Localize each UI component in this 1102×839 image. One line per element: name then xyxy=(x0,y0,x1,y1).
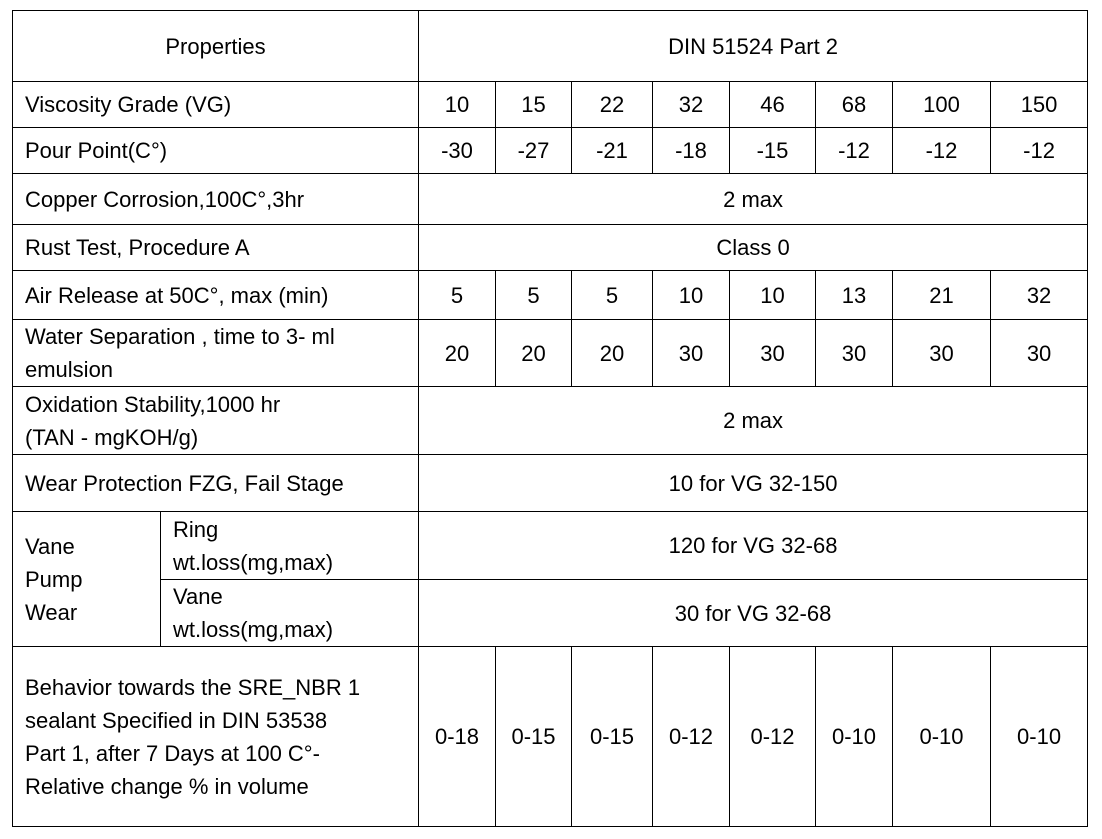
value-cell: -12 xyxy=(991,128,1088,174)
table-row-water-separation xyxy=(13,320,1088,387)
value-cell: 30 xyxy=(653,320,730,387)
value-cell: 0-10 xyxy=(893,647,991,827)
table-row-pour-point xyxy=(13,128,1088,174)
row-label-line: wt.loss(mg,max) xyxy=(173,549,334,575)
row-sublabel xyxy=(161,580,419,647)
value-cell: 30 xyxy=(730,320,816,387)
row-label-line: Water Separation , time to 3- ml xyxy=(25,324,335,349)
value-cell: 5 xyxy=(572,271,653,320)
merged-value-cell: 10 for VG 32-150 xyxy=(419,455,1088,512)
value-cell: 13 xyxy=(816,271,893,320)
row-label: Air Release at 50C°, max (min) xyxy=(13,271,419,320)
value-cell: 5 xyxy=(496,271,572,320)
row-label-line: Vane xyxy=(25,533,75,559)
value-cell: 20 xyxy=(572,320,653,387)
value-cell: -12 xyxy=(816,128,893,174)
value-cell: 30 xyxy=(893,320,991,387)
row-label-line: emulsion xyxy=(25,357,114,382)
row-label: Copper Corrosion,100C°,3hr xyxy=(13,174,419,225)
table-row-vane-pump-ring xyxy=(13,512,1088,580)
value-cell: 0-10 xyxy=(991,647,1088,827)
value-cell: -18 xyxy=(653,128,730,174)
value-cell: 5 xyxy=(419,271,496,320)
row-label-line: Behavior towards the SRE_NBR 1 xyxy=(25,674,361,700)
value-cell: -27 xyxy=(496,128,572,174)
properties-table xyxy=(12,10,1088,827)
row-label-line: Part 1, after 7 Days at 100 C°- xyxy=(25,740,320,766)
value-cell: -15 xyxy=(730,128,816,174)
row-label-line: Oxidation Stability,1000 hr xyxy=(25,391,281,417)
table-row-rust-test xyxy=(13,225,1088,271)
row-sublabel xyxy=(161,512,419,580)
value-cell: 20 xyxy=(419,320,496,387)
row-label-line: wt.loss(mg,max) xyxy=(173,617,334,642)
row-label-line: Wear xyxy=(25,599,78,625)
merged-value-cell: 30 for VG 32-68 xyxy=(419,580,1088,647)
value-cell: 0-15 xyxy=(496,647,572,827)
table-row-behavior-sealant xyxy=(13,647,1088,827)
value-cell: -21 xyxy=(572,128,653,174)
value-cell: 10 xyxy=(419,82,496,128)
row-label xyxy=(13,320,419,387)
value-cell: 21 xyxy=(893,271,991,320)
value-cell: 30 xyxy=(816,320,893,387)
row-label xyxy=(13,647,419,827)
row-label-line: Relative change % in volume xyxy=(25,773,309,799)
table-row-vane-pump-vane xyxy=(13,580,1088,647)
row-label: Pour Point(C°) xyxy=(13,128,419,174)
table-row-wear-fzg xyxy=(13,455,1088,512)
row-label: Wear Protection FZG, Fail Stage xyxy=(13,455,419,512)
merged-value-cell: 2 max xyxy=(419,387,1088,455)
value-cell: 0-10 xyxy=(816,647,893,827)
value-cell: 32 xyxy=(991,271,1088,320)
table-row-oxidation-stability xyxy=(13,387,1088,455)
value-cell: 10 xyxy=(653,271,730,320)
value-cell: 0-12 xyxy=(653,647,730,827)
header-standard: DIN 51524 Part 2 xyxy=(419,11,1088,82)
table-row-copper-corrosion xyxy=(13,174,1088,225)
value-cell: 32 xyxy=(653,82,730,128)
vane-pump-wear-label xyxy=(13,512,161,647)
value-cell: 0-15 xyxy=(572,647,653,827)
value-cell: -12 xyxy=(893,128,991,174)
value-cell: 0-12 xyxy=(730,647,816,827)
value-cell: 100 xyxy=(893,82,991,128)
row-label-line: sealant Specified in DIN 53538 xyxy=(25,707,328,733)
value-cell: -30 xyxy=(419,128,496,174)
value-cell: 46 xyxy=(730,82,816,128)
value-cell: 0-18 xyxy=(419,647,496,827)
value-cell: 22 xyxy=(572,82,653,128)
row-label-line: (TAN - mgKOH/g) xyxy=(25,424,199,450)
row-label-line: Ring xyxy=(173,516,219,542)
header-properties: Properties xyxy=(13,11,419,82)
value-cell: 68 xyxy=(816,82,893,128)
merged-value-cell: 120 for VG 32-68 xyxy=(419,512,1088,580)
merged-value-cell: Class 0 xyxy=(419,225,1088,271)
row-label xyxy=(13,387,419,455)
header-row xyxy=(13,11,1088,82)
value-cell: 30 xyxy=(991,320,1088,387)
row-label-line: Pump xyxy=(25,566,83,592)
row-label: Rust Test, Procedure A xyxy=(13,225,419,271)
row-label-line: Vane xyxy=(173,584,223,609)
row-label: Viscosity Grade (VG) xyxy=(13,82,419,128)
table-row-viscosity xyxy=(13,82,1088,128)
table-row-air-release xyxy=(13,271,1088,320)
value-cell: 15 xyxy=(496,82,572,128)
value-cell: 20 xyxy=(496,320,572,387)
value-cell: 10 xyxy=(730,271,816,320)
value-cell: 150 xyxy=(991,82,1088,128)
merged-value-cell: 2 max xyxy=(419,174,1088,225)
